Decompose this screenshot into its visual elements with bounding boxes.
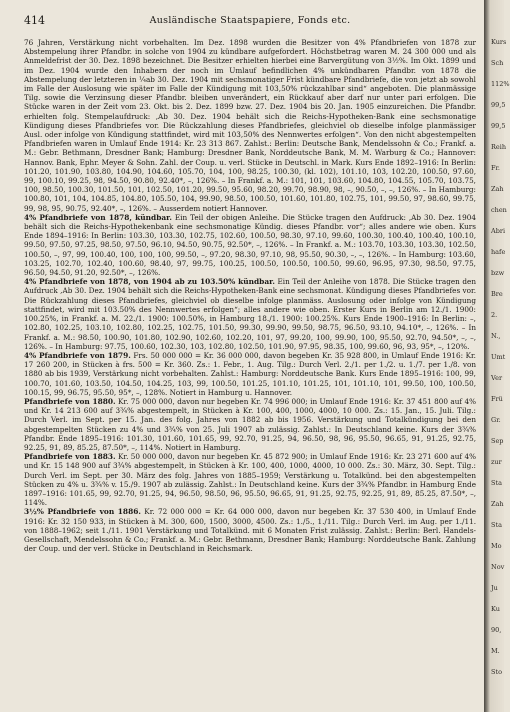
edge-fragment: Kurs [491,38,507,46]
edge-fragment: Bre [491,290,503,298]
paragraph-text: Kr. 75 000 000, davon nur begeben Kr. 74 996 000; in Umlauf Ende 1916: Kr. 37 451 800 auf 4% und Kr. 14 213 600 auf 3¾% abgestempelt, in Stücken à Kr. 100, 400, 1000, 4000, 10 000. Zs.: 15. Jan., 15. Juli. Tilg.: Durch Verl. im Sept. per 15. Jan. des folg. Jahres von 1882 ab bis 1956. Verstärkung und Totalkündigung bei den abgestempelten Stücken zu 4% und 3¾% von 25. Juli 1907 ab zulässig. Zahlst.: In Deutschland keine. Kurs der 3¾% Pfandbr. Ende 1895–1916: 101.30, 101.60, 101.65, 99, 92.70, 91.25, 94, 96.50, 98, 96, 95.50, 96.65, 91, 91.25, 92.75, 92.25, 91, 89, 85.25, 87.50*, –, 114%. Notiert in Hamburg. [24,396,476,452]
edge-fragment: 99,5 [491,101,506,109]
edge-fragment: 112% [491,80,510,88]
paragraph-text: Ein Teil der obigen Anleihe. Die Stücke tragen den Aufdruck: ,Ab 30. Dez. 1904 behält sich die Reichs-Hypothekenbank eine sechsmonatige Kündig. dieses Pfandbr. vor“; alles andere wie oben. Kurs Ende 1894–1916: In Berlin: 103.30, 103.30, 102.75, 102.60, 100.50, 98.30, 97.10, 99.60, 100.30, 100.40, 100.40, 100.10, 99.50, 97.50, 97.25, 98.50, 97.50, 96.10, 94.50, 90.75, 92.50*, –, 126%. – In Frankf. a. M.: 103.70, 103.30, 103.30, 102.50, 100.50, –, 97, 99, 100.40, 100, 100, 100, 99.50, –, 97.20, 98.30, 97.10, 98, 95.50, 90.30, –, –, 126%. – In Hamburg: 103.60, 103.25, 102.70, 102.40, 100.60, 98.40, 97, 99.75, 100.25, 100.50, 100.50, 100.50, 99.60, 96.95, 97.30, 98.50, 97.75, 96.50, 94.50, 91.20, 92.50*, –, 126%. [24,212,476,278]
edge-fragment: Sep [491,437,504,445]
edge-fragment: Ju [491,584,498,592]
edge-fragment: M. [491,647,500,655]
edge-fragment: Ver [491,374,503,382]
edge-fragment: chen [491,206,507,214]
edge-fragment: N., [491,332,501,340]
edge-fragment: Sta [491,479,502,487]
edge-fragment: Umt [491,353,506,361]
paragraph-pfandbriefe-1883 [24,452,476,507]
paragraph-text: Frs. 50 000 000 = Kr. 36 000 000, davon begeben Kr. 35 928 800, in Umlauf Ende 1916: Kr. 17 260 200, in Stücken à frs. 500 = Kr. 360. Zs.: 1. Febr., 1. Aug. Tilg.: Durch Verl. 2./1. per 1./2. u. 1./7. per 1./8. von 1880 ab bis 1939, Verstärkung nicht vorbehalten. Zahlst.: Hamburg: Norddeutsche Bank. Kurs Ende 1895–1916: 100, 99, 100.70, 101.60, 103.50, 104.50, 104.25, 103, 99, 100.50, 101.25, 101.10, 101.25, 101, 101.10, 101, 99.50, 100, 100.50, 100.15, 99, 96.75, 95.50, 95*, –, 128%. Notiert in Hamburg u. Hannover. [24,350,476,397]
bond-title: 3½% Pfandbriefe von 1886. [24,507,141,517]
edge-fragment: Sto [491,668,502,676]
paragraph-pfandbriefe-1880 [24,397,476,452]
edge-fragment: Fr. [491,164,500,172]
bond-title: 4% Pfandbriefe von 1878, kündbar. [24,212,172,222]
page-number: 414 [24,14,45,27]
edge-fragment: Abri [491,227,506,235]
paragraph-pfandbriefe-1878-103 [24,277,476,351]
running-title: Ausländische Staatspapiere, Fonds etc. [149,15,351,26]
paragraph-pfandbriefe-1886 [24,507,476,553]
edge-fragment: Frü [491,395,503,403]
paragraph-text: Kr. 50 000 000, davon nur begeben Kr. 45 872 900; in Umlauf Ende 1916: Kr. 23 271 600 auf 4% und Kr. 15 148 900 auf 3¾% abgestempelt, in Stücken à Kr. 100, 400, 1000, 4000, 10 000. Zs.: 30. März, 30. Sept. Tilg.: Durch Verl. im Sept. per 30. März des folg. Jahres von 1885–1959; Verstärkung u. Totalkünd. bei den abgestempelten Stücken zu 4% u. 3¾% v. 15./9. 1907 ab zulässig. Zahlst.: In Deutschland keine. Kurs der 3¾% Pfandbr. in Hamburg Ende 1897–1916: 101.65, 99, 92.70, 91.25, 94, 96.50, 98.50, 96, 95.50, 96.65, 91, 91.25, 92.75, 92.25, 91, 89, 85.25, 87.50*, –, 114%. [24,452,476,508]
edge-fragment: Sta [491,521,502,529]
edge-fragment: zur [491,458,502,466]
paragraph-text: Kr. 72 000 000 = Kr. 64 000 000, davon nur begeben Kr. 37 530 400, in Umlauf Ende 1916: Kr. 32 150 933, in Stücken à M. 300, 600, 1500, 3000, 4500. Zs.: 1./5., 1./11. Tilg.: Durch Verl. im Aug. per 1./11. von 1888–1962; seit 1./11. 1901 Verstärkung und Totalkünd. mit 6 Monaten Frist zulässig. Zahlst.: Berlin: Berl. Handels-Gesellschaft, Mendelssohn & Co.; Frankf. a. M.: Gebr. Bethmann, Dresdner Bank; Hamburg: Norddeutsche Bank. Zahlung der Coup. und der verl. Stücke in Deutschland in Reichsmark. [24,507,477,554]
edge-fragment: Ku [491,605,500,613]
edge-fragment: Zah [491,500,504,508]
facing-page-edge [484,0,510,712]
bond-title: Pfandbriefe von 1883. [24,452,116,462]
paragraph-text: Ein Teil der Anleihe von 1878. Die Stücke tragen den Aufdruck ,Ab 30. Dez. 1904 behält sich die Reichs-Hypotheken-Bank eine sechsmonat. Kündigung dieses Pfandbriefes vor. Die Rückzahlung dieses Pfandbriefes, gleichviel ob dieselbe infolge planmäss. Auslosung oder infolge von Kündigung stattfindet, wird mit 103.50% des Nennwertes erfolgen“; alles andere wie oben. Erster Kurs in Berlin am 12./1. 1900: 100.25%, in Frankf. a. M. 22./1. 1900: 100.50%, in Hamburg 18./1. 1900: 100.25%. Kurs Ende 1900–1916: In Berlin: –, 102.80, 102.25, 103.10, 102.80, 102.25, 102.75, 101.50, 99.30, 99.90, 99.50, 98.75, 96.50, 93.10, 94.10*, –, 126%. – In Frankf. a. M.: 98.50, 100.90, 101.80, 102.90, 102.60, 102.20, 101, 97, 99.20, 100, 99.90, 100, 95.50, 92.70, 94.50*, –, –, 126%. – In Hamburg: 97.75, 100.60, 102.30, 103, 102.80, 102.50, 101.90, 97.95, 98.35, 100, 99.60, 96, 93, 95*, –, 120%. [24,277,476,351]
edge-fragment: Gr. [491,416,501,424]
edge-fragment: 90, [491,626,502,634]
edge-fragment: hafe [491,248,506,256]
paragraph-intro [24,38,476,213]
edge-fragment: Mo [491,542,502,550]
paragraph-pfandbriefe-1879 [24,351,476,397]
page-header [24,14,476,26]
paragraph-pfandbriefe-1878-kuendbar [24,213,476,277]
edge-fragment: 2. [491,311,498,319]
edge-fragment: Zah [491,185,504,193]
bond-title: 4% Pfandbriefe von 1878, von 1904 ab zu 103.50% kündbar. [24,277,275,287]
edge-fragment: 99,5 [491,122,506,130]
edge-fragment: bzw [491,269,505,277]
bond-title: Pfandbriefe von 1880. [24,396,116,406]
edge-fragment: Reih [491,143,507,151]
edge-fragment: Sch [491,59,504,67]
paragraph-text: 76 Jahren, Verstärkung nicht vorbehalten. Im Dez. 1898 wurden die Besitzer von 4% Pfandbriefen von 1878 zur Abstempelung ihrer Pfandbr. in solche von 1904 zu kündbare aufgefordert. Höchstbetrag waren M. 24 300 000 und als Anmeldefrist der 30. Dez. 1898 bezeichnet. Die Besitzer erhielten hierbei eine Barvergütung von 3½%. Im Okt. 1899 und im Dez. 1904 wurde den Inhabern der noch im Umlauf befindlichen 4% unkündbaren Pfandbr. von 1878 die Abstempelung der letzteren in ¼ab 30. Dez. 1904 mit sechsmonatiger Frist kündbare Pfandbriefe, die von jetzt ab sowohl im Falle der Auslosung wie später im Falle der Kündigung mit 103,50% rückzahlbar sind“ angeboten. Die planmässige Tilg. sowie die Verzinsung dieser Pfandbr. bleiben unverändert, ein Rückkauf aber darf nur unter pari erfolgen. Die Stücke waren in der Zeit vom 23. Okt. bis 2. Dez. 1899 bzw. 27. Dez. 1904 bis 20. Jan. 1905 einzureichen. Die Pfandbr. erhielten folg. Stempelaufdruck: ,Ab 30. Dez. 1904 behält sich die Reichs-Hypotheken-Bank eine sechsmonatige Kündigung dieses Pfandbriefes vor. Die Rückzahlung dieses Pfandbriefes, gleichviel ob dieselbe infolge planmässiger Ausl. oder infolge von Kündigung stattfindet, wird mit 103,50% des Nennwertes erfolgen“. Von den nicht abgestempelten Pfandbriefen waren in Umlauf Ende 1914: Kr. 23 313 867. Zahlst.: Berlin: Deutsche Bank, Mendelssohn & Co.; Frankf. a. M.: Gebr. Bethmann, Dresdner Bank; Hamburg: Dresdner Bank, Norddeutsche Bank, M. M. Warburg & Co.; Hannover: Hannov. Bank, Ephr. Meyer & Sohn. Zahl. der Coup. u. verl. Stücke in Deutschl. in Mark. Kurs Ende 1892–1916: In Berlin: 101.20, 101.90, 103.80, 104.90, 104.60, 105.70, 104, 100, 98.25, 100.30, (kl. 102), 101.10, 103, 102.20, 100.50, 97.60, 99, 100.10, 99.25, 98, 94.50, 90.80, 92.40*, –, 126%. – In Frankf. a. M.: 101, 101, 103.60, 104.80, 104.55, 105.70, 103.75, 100, 98.50, 100.30, 101.50, 101, 102.50, 101.20, 99.50, 95.60, 98.20, 99.70, 98.90, 98, –, 90.50, –, –, 126%. – In Hamburg: 100.80, 101, 104, 104.85, 104.80, 105.50, 104, 99.90, 98.50, 100.50, 101.60, 101.80, 102.75, 101, 99.50, 97, 98.60, 99.75, 99, 98, 95, 90.75, 92.40*, –, 126%. – Ausserdem notiert Hannover. [24,38,476,213]
edge-fragment: Nov [491,563,505,571]
body-text [24,38,476,553]
bond-title: 4% Pfandbriefe von 1879. [24,350,131,360]
